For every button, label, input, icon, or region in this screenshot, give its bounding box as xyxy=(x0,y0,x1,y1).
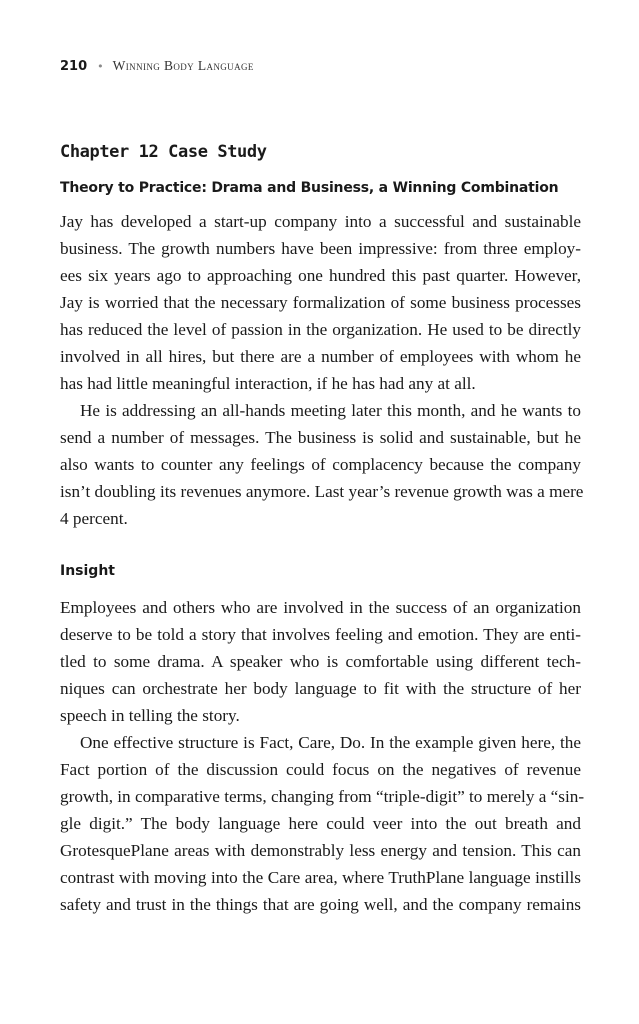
text-line: speech in telling the story. xyxy=(60,706,240,725)
page-number: 210 xyxy=(60,59,88,74)
section-subtitle: Theory to Practice: Drama and Business, a Winning Combination xyxy=(60,180,559,196)
book-title: Winning Body Language xyxy=(112,58,254,73)
chapter-title: Chapter 12 Case Study xyxy=(60,142,267,162)
text-line: growth, in comparative terms, changing from “triple-digit” to merely a “sin- xyxy=(60,787,585,806)
text-line: involved in all hires, but there are a number of employees with whom he xyxy=(60,347,581,366)
running-head xyxy=(60,58,254,74)
bullet-separator: • xyxy=(97,60,104,73)
text-line: gle digit.” The body language here could veer into the out breath and xyxy=(60,814,581,833)
text-line: safety and trust in the things that are going well, and the company remains xyxy=(60,895,581,914)
insight-heading: Insight xyxy=(60,563,115,579)
text-line: niques can orchestrate her body language to fit with the structure of her xyxy=(60,679,581,698)
text-line: Jay is worried that the necessary formalization of some business processes xyxy=(60,293,581,312)
text-line: contrast with moving into the Care area, where TruthPlane language instills xyxy=(60,868,581,887)
text-line: ees six years ago to approaching one hundred this past quarter. However, xyxy=(60,266,581,285)
text-line: Jay has developed a start-up company into a successful and sustainable xyxy=(60,212,581,231)
text-line: tled to some drama. A speaker who is comfortable using different tech- xyxy=(60,652,581,671)
text-line: 4 percent. xyxy=(60,509,128,528)
text-line: also wants to counter any feelings of complacency because the company xyxy=(60,455,581,474)
text-line: GrotesquePlane areas with demonstrably less energy and tension. This can xyxy=(60,841,581,860)
text-line: has reduced the level of passion in the organization. He used to be directly xyxy=(60,320,581,339)
text-line: One effective structure is Fact, Care, Do. In the example given here, the xyxy=(80,733,581,752)
text-line: has had little meaningful interaction, if he has had any at all. xyxy=(60,374,476,393)
text-line: Fact portion of the discussion could focus on the negatives of revenue xyxy=(60,760,581,779)
text-line: deserve to be told a story that involves feeling and emotion. They are enti- xyxy=(60,625,581,644)
text-line: business. The growth numbers have been impressive: from three employ- xyxy=(60,239,581,258)
text-line: Employees and others who are involved in the success of an organization xyxy=(60,598,581,617)
text-line: He is addressing an all-hands meeting later this month, and he wants to xyxy=(80,401,581,420)
text-line: send a number of messages. The business is solid and sustainable, but he xyxy=(60,428,581,447)
text-line: isn’t doubling its revenues anymore. Last year’s revenue growth was a mere xyxy=(60,482,584,501)
